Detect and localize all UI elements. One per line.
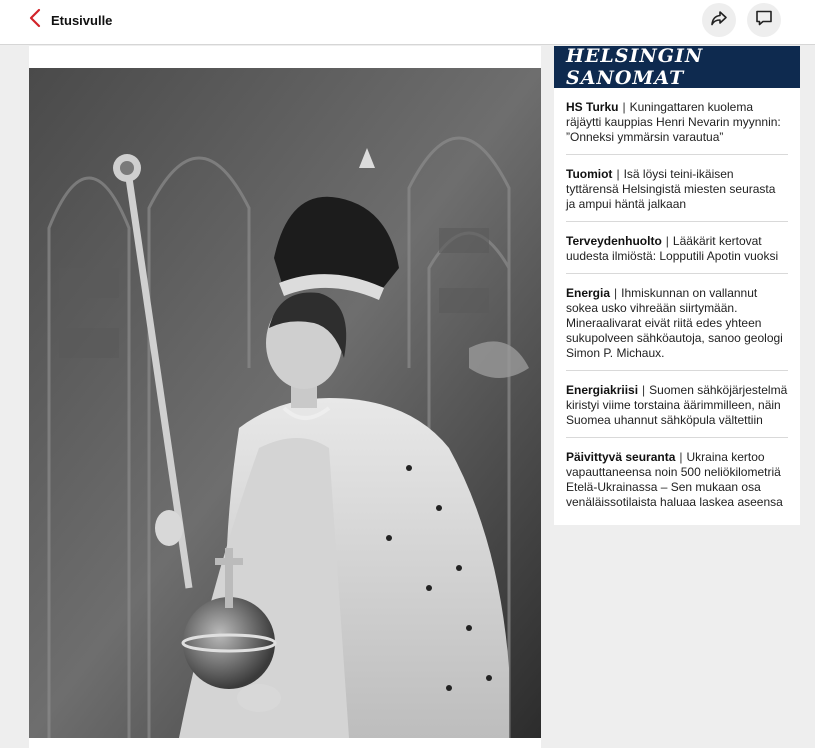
- news-tag: HS Turku: [566, 100, 619, 114]
- news-item-tuomiot[interactable]: [566, 155, 788, 222]
- caption-strip: [29, 46, 541, 68]
- share-icon: [709, 8, 729, 33]
- news-headline: Isä löysi teini-ikäisen tyttärensä Helsingistä miesten seurasta ja ampui häntä jalkaan: [566, 167, 776, 211]
- chevron-left-icon: [28, 8, 42, 33]
- article-photo[interactable]: [29, 68, 541, 738]
- back-link[interactable]: [28, 8, 112, 32]
- news-tag: Tuomiot: [566, 167, 613, 181]
- share-button[interactable]: [702, 3, 736, 37]
- news-tag: Terveydenhuolto: [566, 234, 662, 248]
- news-sidebar: [554, 46, 800, 525]
- separator: |: [642, 383, 646, 397]
- news-item-energia[interactable]: [566, 274, 788, 371]
- news-item-seuranta[interactable]: [566, 438, 788, 519]
- brand-header[interactable]: [554, 46, 800, 88]
- comment-button[interactable]: [747, 3, 781, 37]
- news-headline: Ukraina kertoo vapauttaneensa noin 500 neliökilometriä Etelä-Ukrainassa – Sen mukaan osa venäläissotilaista haluaa laskea aseensa: [566, 450, 783, 509]
- news-item-hs-turku[interactable]: [566, 88, 788, 155]
- news-list: [554, 88, 800, 519]
- separator: |: [614, 286, 618, 300]
- comment-icon: [754, 8, 774, 33]
- news-tag: Päivittyvä seuranta: [566, 450, 676, 464]
- news-item-energiakriisi[interactable]: [566, 371, 788, 438]
- news-tag: Energiakriisi: [566, 383, 639, 397]
- top-bar: [0, 0, 815, 45]
- news-headline: Ihmiskunnan on vallannut sokea usko vihreään siirtymään. Mineraalivarat eivät riitä edes yhteen sukupolveen sähköautoja, sanoo geologi Simon P. Michaux.: [566, 286, 783, 360]
- separator: |: [616, 167, 620, 181]
- news-headline: Kuningattaren kuolema räjäytti kauppias Henri Nevarin myynnin: ”Onneksi ymmärsin varautua”: [566, 100, 781, 144]
- separator: |: [679, 450, 683, 464]
- back-link-label: Etusivulle: [51, 12, 113, 28]
- separator: |: [622, 100, 626, 114]
- brand-logo: HELSINGIN SANOMAT: [566, 45, 704, 89]
- article-column: [29, 46, 541, 748]
- news-tag: Energia: [566, 286, 611, 300]
- news-headline: Lääkärit kertovat uudesta ilmiöstä: Lopputili Apotin vuoksi: [566, 234, 779, 263]
- news-item-terveydenhuolto[interactable]: [566, 222, 788, 274]
- news-headline: Suomen sähköjärjestelmä kiristyi viime torstaina äärimmilleen, näin Suomea uhannut sähköpula vältettiin: [566, 383, 788, 427]
- separator: |: [665, 234, 669, 248]
- photo-image: [29, 68, 541, 738]
